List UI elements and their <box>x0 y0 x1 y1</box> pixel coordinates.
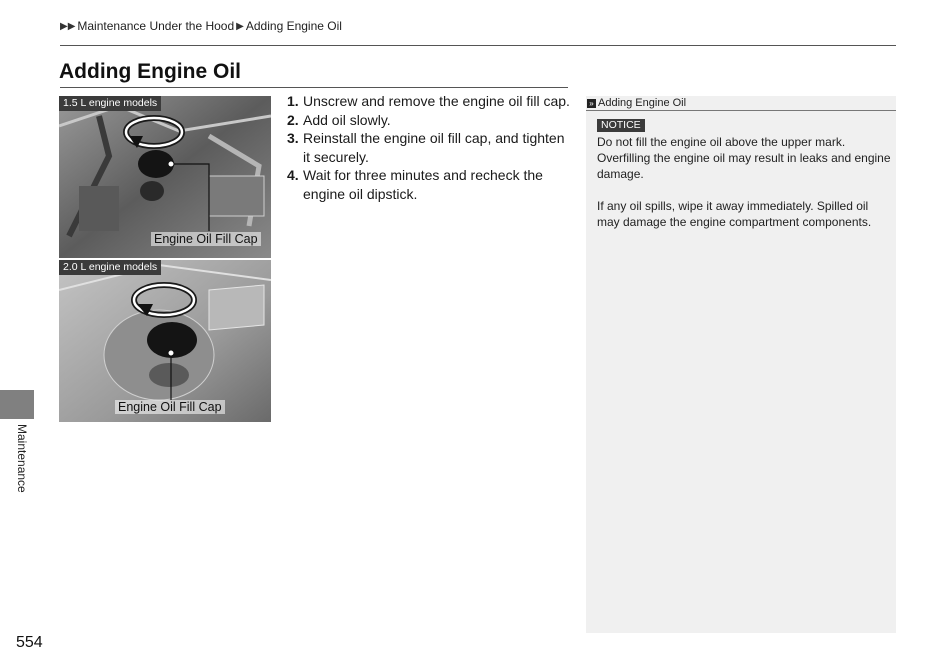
notice-text: Do not fill the engine oil above the upper mark. Overfilling the engine oil may result in leaks and engine damage. <box>597 135 891 181</box>
section-tab-label: Maintenance <box>15 424 29 493</box>
engine-2-0l-label: 2.0 L engine models <box>59 260 161 275</box>
breadcrumb-item-maintenance[interactable]: Maintenance Under the Hood <box>77 19 235 33</box>
title-divider <box>60 87 568 88</box>
page-number: 554 <box>16 634 43 651</box>
section-tab-marker <box>0 390 34 419</box>
sidebar-heading: » Adding Engine Oil <box>586 96 896 111</box>
spill-text: If any oil spills, wipe it away immediately. Spilled oil may damage the engine compartment components. <box>597 199 872 229</box>
instruction-steps <box>287 92 572 203</box>
engine-2-0l-image <box>59 260 271 422</box>
engine-2-0l-illustration <box>59 260 271 422</box>
breadcrumb-item-adding-oil[interactable]: Adding Engine Oil <box>245 19 342 33</box>
engine-1-5l-label: 1.5 L engine models <box>59 96 161 111</box>
step-item: 2. Add oil slowly. <box>287 111 391 128</box>
sidebar-notes <box>586 96 896 633</box>
step-item: 3. Reinstall the engine oil fill cap, and tighten it securely. <box>287 130 565 165</box>
header-divider <box>60 45 896 46</box>
step-item: 4. Wait for three minutes and recheck the engine oil dipstick. <box>287 167 543 202</box>
arrow-icon: ▶ <box>236 20 244 32</box>
engine-1-5l-image <box>59 96 271 258</box>
notice-badge: NOTICE <box>597 119 645 132</box>
step-item: 1. Unscrew and remove the engine oil fill cap. <box>287 93 570 109</box>
double-arrow-icon: ▶▶ <box>60 20 76 32</box>
oil-fill-cap-callout-2: Engine Oil Fill Cap <box>115 400 225 414</box>
breadcrumb <box>60 19 342 33</box>
page-title: Adding Engine Oil <box>59 60 241 83</box>
reference-icon: » <box>587 99 596 108</box>
oil-fill-cap-callout-1: Engine Oil Fill Cap <box>151 232 261 246</box>
